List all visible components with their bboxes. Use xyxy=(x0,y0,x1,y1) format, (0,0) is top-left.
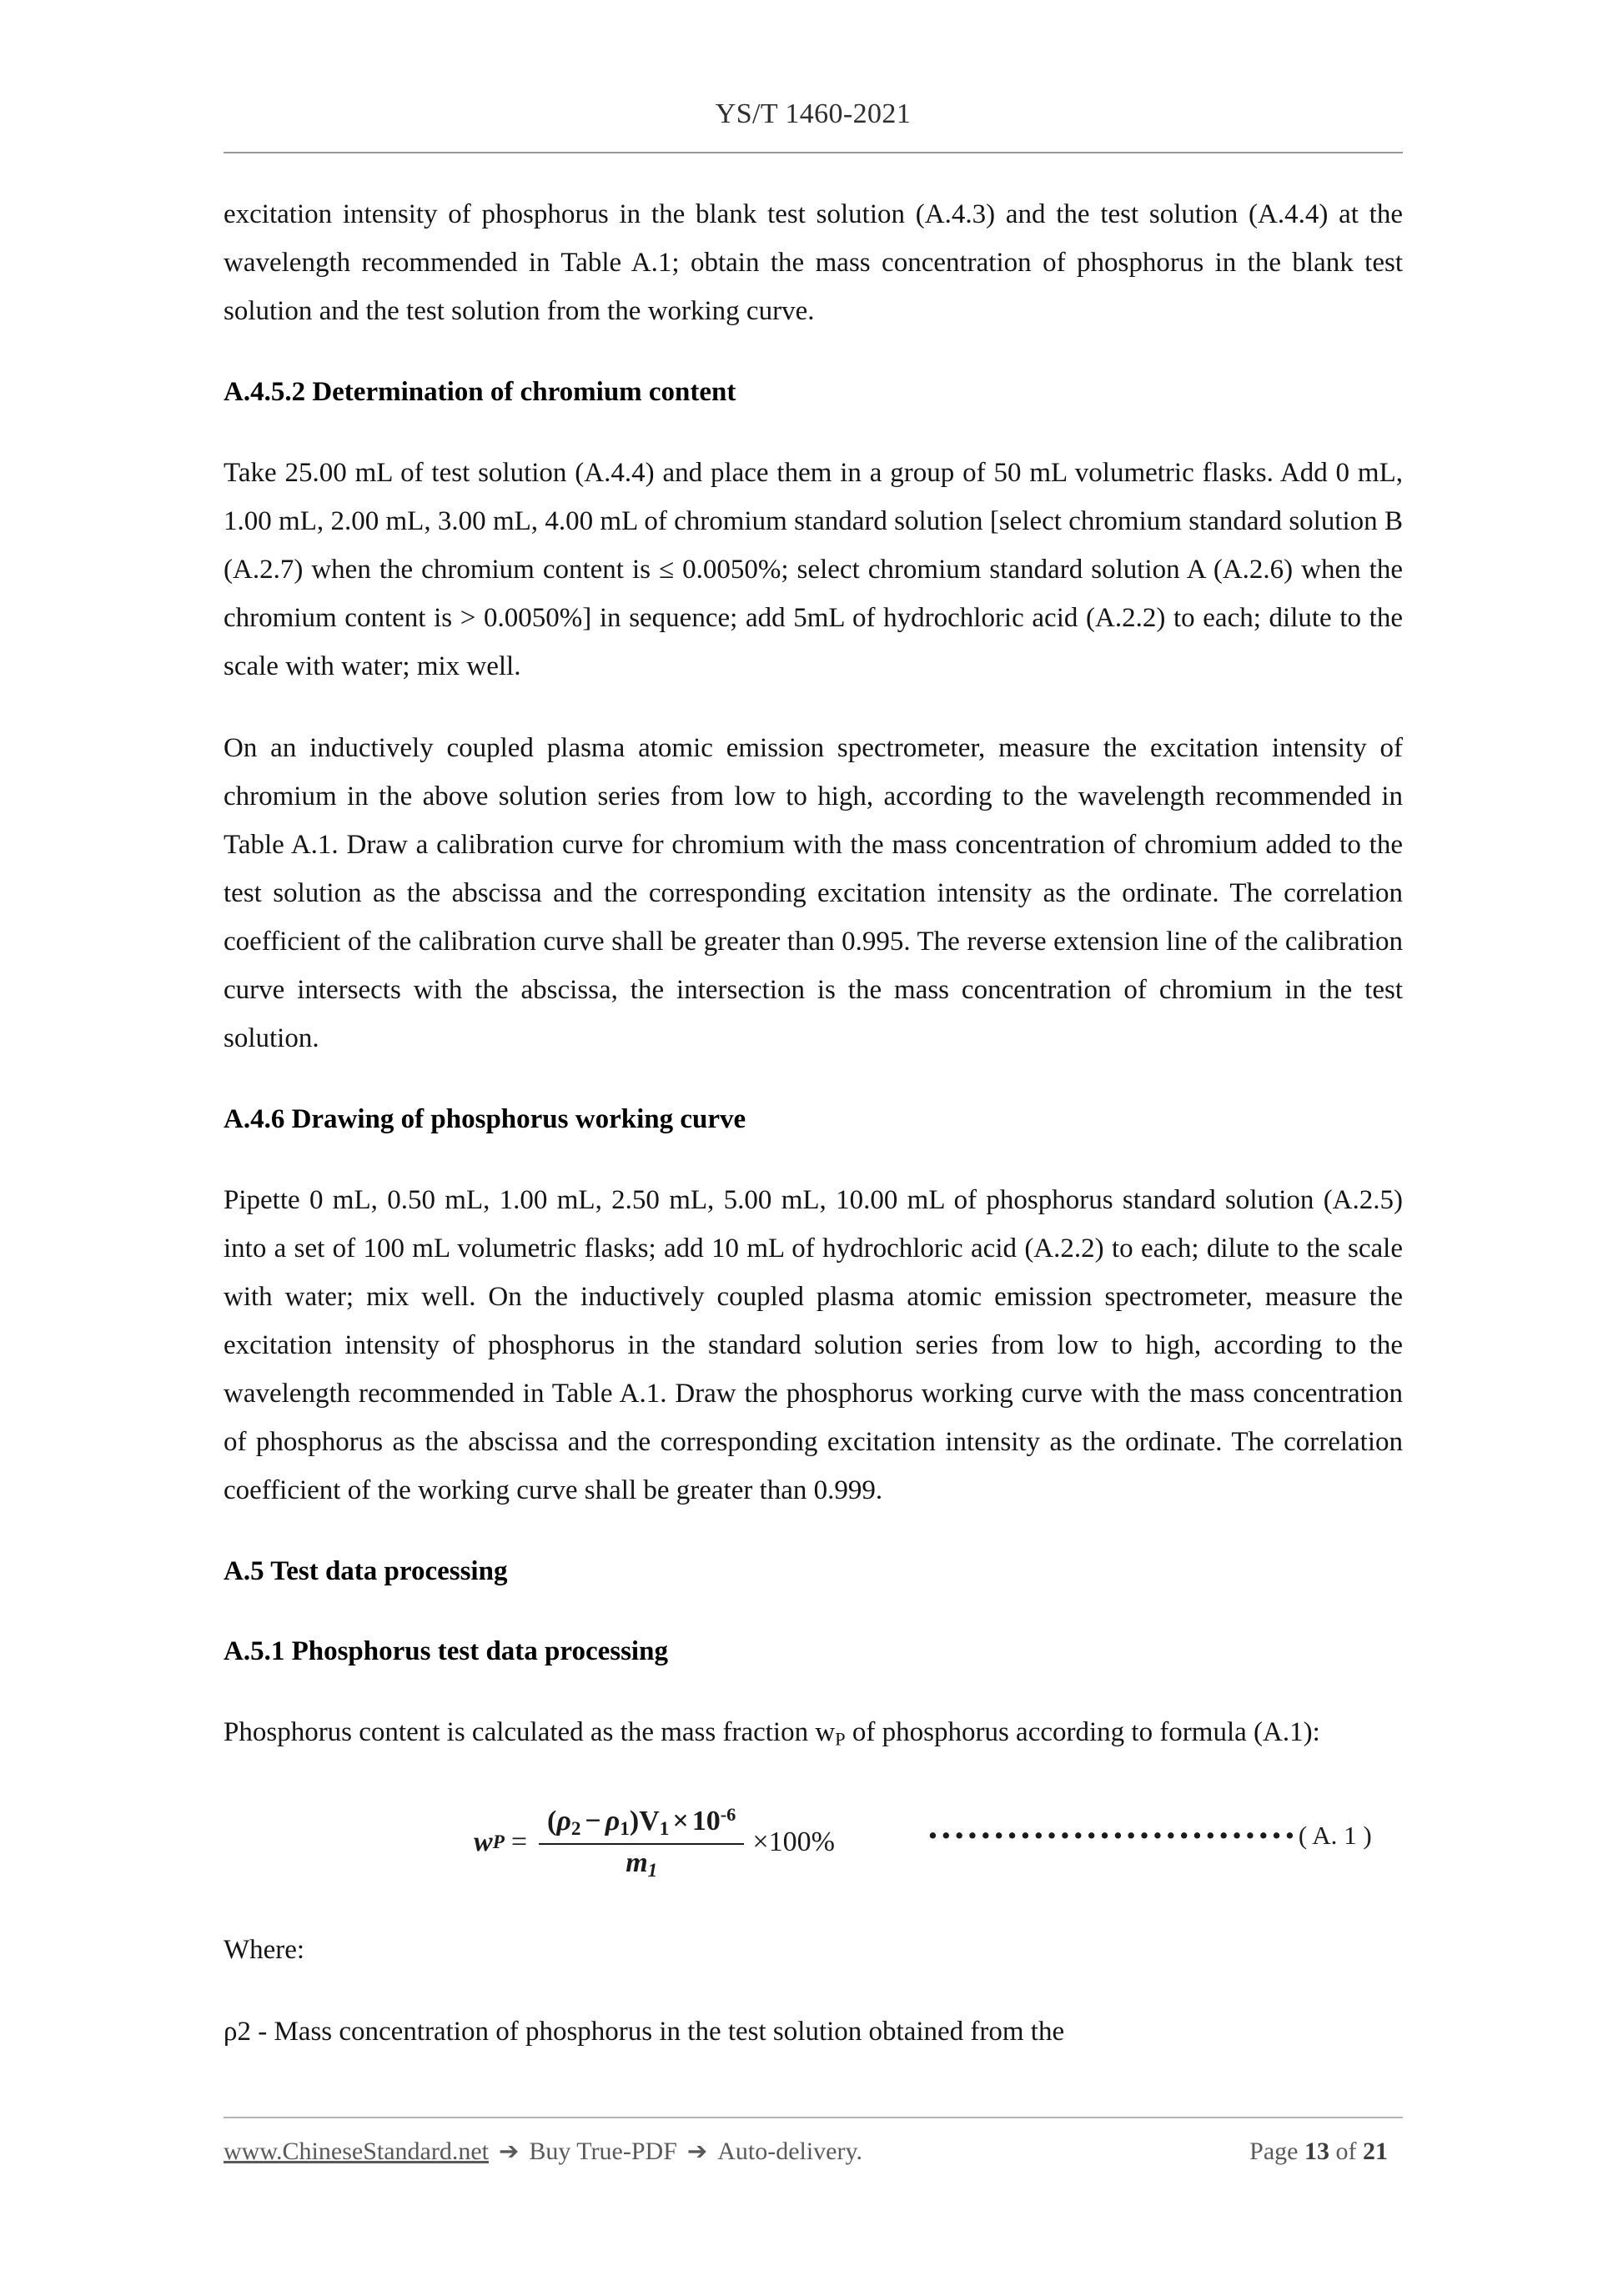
paragraph-formula-intro xyxy=(224,1708,1403,1764)
heading-a-5-1: A.5.1 Phosphorus test data processing xyxy=(224,1636,668,1666)
formula-equals-sign: = xyxy=(510,1826,527,1858)
paragraph-chromium-calibration: On an inductively coupled plasma atomic emission spectrometer, measure the excitation intensity of chromium in the above solution series from low to high, according to the wavelength recommended in Table A.1. Draw a calibration curve for chromium with the mass concentration of chromium added to the test solution as the abscissa and the corresponding excitation intensity as the ordinate. The correlation coefficient of the calibration curve shall be greater than 0.995. The reverse extension line of the calibration curve intersects with the abscissa, the intersection is the mass concentration of chromium in the test solution. xyxy=(224,733,1403,1053)
footer-divider xyxy=(224,2117,1403,2118)
formula-trailing-value: 100 xyxy=(768,1826,812,1858)
formula-denominator xyxy=(617,1845,666,1882)
page-of-word: of xyxy=(1335,2138,1357,2165)
formula-lhs-subscript: P xyxy=(492,1831,505,1853)
numerator-rho1-subscript: 1 xyxy=(620,1817,630,1840)
dot-leader: •••••••••••••••••••••••••••• xyxy=(928,1820,1299,1850)
equation-number: ( A. 1 ) xyxy=(1298,1820,1372,1850)
where-label: Where: xyxy=(224,1934,305,1965)
denominator-mass-symbol: m xyxy=(626,1846,648,1878)
page-number-indicator xyxy=(1249,2138,1403,2166)
formula-block-a1 xyxy=(224,1797,1403,1897)
standard-code-title: YS/T 1460-2021 xyxy=(715,98,912,129)
page-word: Page xyxy=(1249,2138,1299,2165)
document-content xyxy=(224,190,1403,2089)
page-header xyxy=(224,98,1403,130)
heading-a-5: A.5 Test data processing xyxy=(224,1556,508,1586)
heading-a-4-6: A.4.6 Drawing of phosphorus working curve xyxy=(224,1104,746,1134)
heading-a-4-5-2: A.4.5.2 Determination of chromium content xyxy=(224,377,736,407)
footer-buy-text: Buy True-PDF xyxy=(529,2138,677,2165)
numerator-rho2-subscript: 2 xyxy=(570,1817,581,1840)
formula-intro-subscript: P xyxy=(835,1728,846,1750)
numerator-power-base: 10 xyxy=(691,1805,721,1836)
header-divider xyxy=(224,152,1403,153)
footer-delivery-text: Auto-delivery. xyxy=(717,2138,863,2165)
footer-promo xyxy=(224,2137,862,2166)
numerator-volume-symbol: V xyxy=(639,1805,660,1836)
formula-trailing-times: × xyxy=(752,1826,769,1858)
paragraph-phosphorus-working-curve: Pipette 0 mL, 0.50 mL, 1.00 mL, 2.50 mL, 5.00 mL, 10.00 mL of phosphorus standard solution (A.2.5) into a set of 100 mL volumetric flasks; add 10 mL of hydrochloric acid (A.2.2) to each; dilute to the scale with water; mix well. On the inductively coupled plasma atomic emission spectrometer, measure the excitation intensity of phosphorus in the standard solution series from low to high, according to the wavelength recommended in Table A.1. Draw the phosphorus working curve with the mass concentration of phosphorus as the abscissa and the corresponding excitation intensity as the ordinate. The correlation coefficient of the working curve shall be greater than 0.999. xyxy=(224,1185,1403,1505)
formula-intro-text-after: of phosphorus according to formula (A.1): xyxy=(845,1717,1320,1747)
numerator-rho1: ρ xyxy=(605,1805,621,1836)
formula-numerator xyxy=(539,1804,744,1845)
denominator-subscript: 1 xyxy=(647,1859,658,1882)
equation-number-row xyxy=(928,1821,1372,1851)
formula-intro-text-before: Phosphorus content is calculated as the mass fraction w xyxy=(224,1717,836,1747)
arrow-right-icon: ➔ xyxy=(499,2138,520,2165)
numerator-close-paren: ) xyxy=(629,1805,640,1836)
numerator-open-paren: ( xyxy=(547,1805,557,1836)
numerator-power-exponent: -6 xyxy=(720,1803,736,1825)
numerator-volume-subscript: 1 xyxy=(659,1817,670,1840)
paragraph-continued: excitation intensity of phosphorus in the blank test solution (A.4.3) and the test solution (A.4.4) at the wavelength recommended in Table A.1; obtain the mass concentration of phosphorus in the blank test solution and the test solution from the working curve. xyxy=(224,199,1403,326)
paragraph-chromium-procedure: Take 25.00 mL of test solution (A.4.4) and place them in a group of 50 mL volumetric flasks. Add 0 mL, 1.00 mL, 2.00 mL, 3.00 mL, 4.00 mL of chromium standard solution [select chromium standard solution B (A.2.7) when the chromium content is ≤ 0.0050%; select chromium standard solution A (A.2.6) when the chromium content is > 0.0050%] in sequence; add 5mL of hydrochloric acid (A.2.2) to each; dilute to the scale with water; mix well. xyxy=(224,458,1403,681)
numerator-minus: − xyxy=(585,1805,601,1836)
page-footer xyxy=(224,2137,1403,2166)
formula-a1-expression xyxy=(474,1804,835,1882)
numerator-rho2: ρ xyxy=(556,1805,571,1836)
page-current-number: 13 xyxy=(1304,2138,1329,2165)
formula-lhs-symbol: w xyxy=(474,1826,493,1858)
page-total-number: 21 xyxy=(1363,2138,1388,2165)
formula-trailing-percent: % xyxy=(811,1826,835,1858)
symbol-definition-rho2: ρ2 - Mass concentration of phosphorus in the test solution obtained from the xyxy=(224,2016,1065,2047)
numerator-times: × xyxy=(672,1805,689,1836)
footer-website-link[interactable]: www.ChineseStandard.net xyxy=(224,2138,489,2165)
arrow-right-icon-2: ➔ xyxy=(686,2138,708,2165)
formula-fraction xyxy=(539,1804,744,1882)
